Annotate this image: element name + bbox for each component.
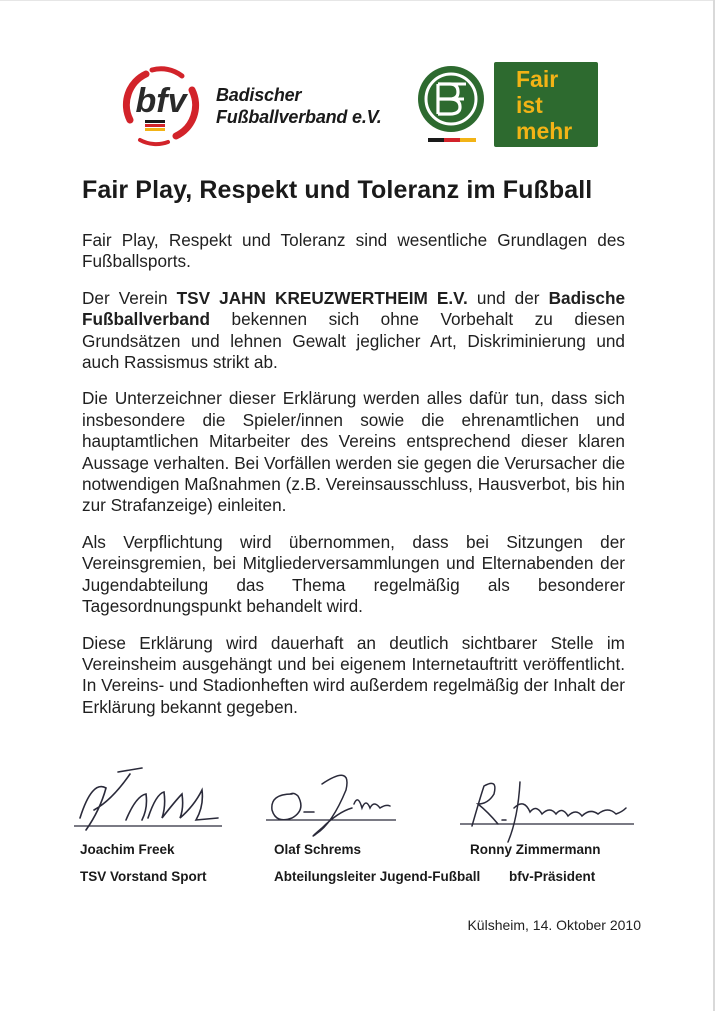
place-date: Külsheim, 14. Oktober 2010: [467, 917, 641, 933]
paragraph-2-pre: Der Verein: [82, 287, 177, 308]
fair-badge-line: ist: [516, 92, 543, 118]
association-name: Badische Fußballverband: [82, 287, 626, 330]
signature-freek: [72, 760, 232, 840]
paragraph-5: Diese Erklärung wird dauerhaft an deutlich sichtbarer Stelle im Vereinsheim ausgehängt und bei eigenem Internetauftritt veröffentlicht. In Vereins- und Stadionheften wird außerdem regelmäßig der Inhalt der Erklärung bekannt gegeben.: [82, 632, 625, 717]
club-name: TSV JAHN KREUZWERTHEIM E.V.: [176, 287, 468, 308]
signatory-role: Abteilungsleiter Jugend-Fußball: [274, 869, 481, 884]
bfv-name: [216, 84, 382, 128]
document-body: [82, 230, 625, 733]
page-edge: [0, 0, 715, 1]
document-title: Fair Play, Respekt und Toleranz im Fußball: [82, 176, 593, 204]
signatory-name: Ronny Zimmermann: [470, 842, 601, 857]
paragraph-2-post: bekennen sich ohne Vorbehalt zu diesen Grundsätzen und lehnen Gewalt jeglicher Art, Diskriminierung und auch Rassismus strikt ab.: [82, 309, 625, 373]
bfv-logo: [116, 60, 206, 150]
signatory-role: bfv-Präsident: [509, 869, 596, 884]
signature-schrems: [262, 764, 402, 844]
bfv-name-line2: Fußballverband e.V.: [216, 107, 382, 127]
dfb-logo: [414, 62, 488, 152]
paragraph-2: [82, 288, 625, 374]
signature-zimmermann: [458, 768, 638, 848]
bfv-name-line1: Badischer: [216, 85, 302, 105]
fair-play-badge: [494, 62, 598, 147]
signatory-role: TSV Vorstand Sport: [80, 869, 207, 884]
fair-badge-line: Fair: [516, 66, 559, 92]
paragraph-4: Als Verpflichtung wird übernommen, dass bei Sitzungen der Vereinsgremien, bei Mitgliederversammlungen und Elternabenden der Jugendabteilung das Thema regelmäßig als besonderer Tagesordnungspunkt behandelt wird.: [82, 531, 625, 617]
paragraph-3: Die Unterzeichner dieser Erklärung werden alles dafür tun, dass sich insbesondere die Spieler/innen sowie die ehrenamtlichen und hauptamtlichen Mitarbeiter des Vereins entsprechend dieser klaren Aussage verhalten. Bei Vorfällen werden sie gegen die Verursacher die notwendigen Maßnahmen (z.B. Vereinsausschluss, Hausverbot, bis hin zur Strafanzeige) einleiten.: [82, 388, 625, 516]
paragraph-1: Fair Play, Respekt und Toleranz sind wesentliche Grundlagen des Fußballsports.: [82, 230, 625, 272]
bfv-logo-text: bfv: [135, 82, 187, 120]
paragraph-2-mid: und der: [467, 287, 549, 308]
fair-badge-line: mehr: [516, 118, 573, 144]
signatory-name: Joachim Freek: [80, 842, 175, 857]
signatory-name: Olaf Schrems: [274, 842, 362, 857]
